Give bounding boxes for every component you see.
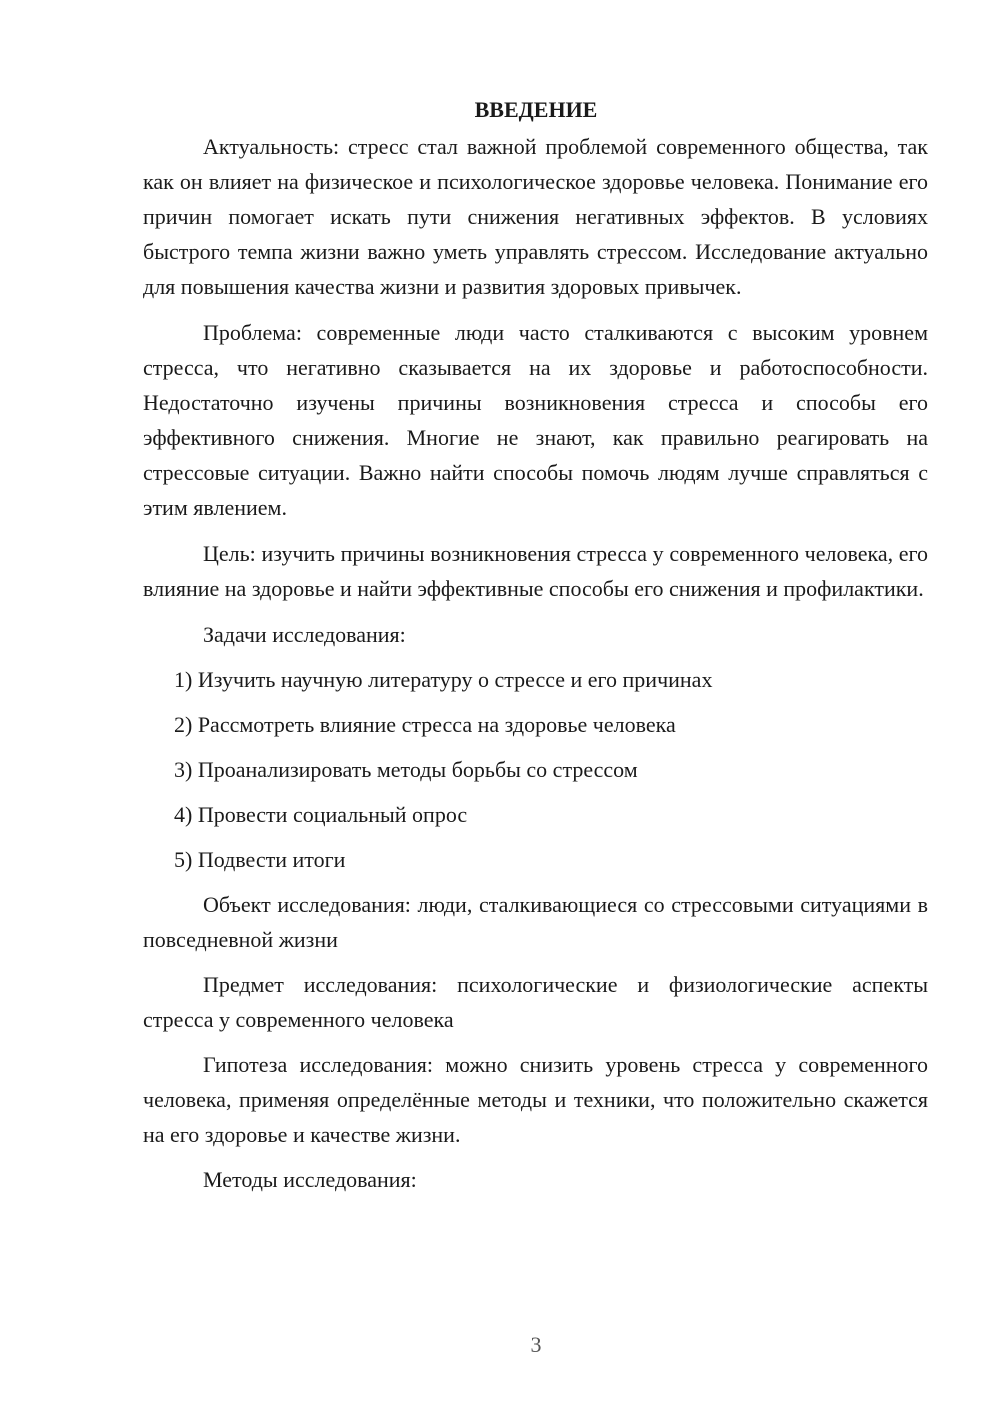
- subject-paragraph: Предмет исследования: психологические и физиологические аспекты стресса у современного человека: [143, 972, 928, 1032]
- task-item: 3) Проанализировать методы борьбы со стрессом: [174, 757, 638, 782]
- hypothesis-paragraph: Гипотеза исследования: можно снизить уровень стресса у современного человека, применяя определённые методы и техники, что положительно скажется на его здоровье и качестве жизни.: [143, 1052, 928, 1147]
- object-paragraph: Объект исследования: люди, сталкивающиеся со стрессовыми ситуациями в повседневной жизни: [143, 892, 928, 952]
- tasks-heading: Задачи исследования:: [203, 622, 406, 647]
- page-title: ВВЕДЕНИЕ: [474, 97, 598, 122]
- document-page: [143, 92, 928, 1197]
- goal-paragraph: Цель: изучить причины возникновения стресса у современного человека, его влияние на здоровье и найти эффективные способы его снижения и профилактики.: [143, 541, 928, 601]
- methods-heading: Методы исследования:: [203, 1167, 417, 1192]
- relevance-paragraph: Актуальность: стресс стал важной проблемой современного общества, так как он влияет на физическое и психологическое здоровье человека. Понимание его причин помогает искать пути снижения негативных эффектов. В условиях быстрого темпа жизни важно уметь управлять стрессом. Исследование актуально для повышения качества жизни и развития здоровых привычек.: [143, 134, 928, 299]
- task-item: 1) Изучить научную литературу о стрессе и его причинах: [174, 667, 713, 692]
- problem-paragraph: Проблема: современные люди часто сталкиваются с высоким уровнем стресса, что негативно сказывается на их здоровье и работоспособности. Недостаточно изучены причины возникновения стресса и способы его эффективного снижения. Многие не знают, как правильно реагировать на стрессовые ситуации. Важно найти способы помочь людям лучше справляться с этим явлением.: [143, 320, 928, 520]
- task-item: 5) Подвести итоги: [174, 847, 346, 872]
- tasks-list: [143, 662, 928, 877]
- task-item: 4) Провести социальный опрос: [174, 802, 468, 827]
- task-item: 2) Рассмотреть влияние стресса на здоровье человека: [174, 712, 676, 737]
- page-number: 3: [530, 1332, 542, 1357]
